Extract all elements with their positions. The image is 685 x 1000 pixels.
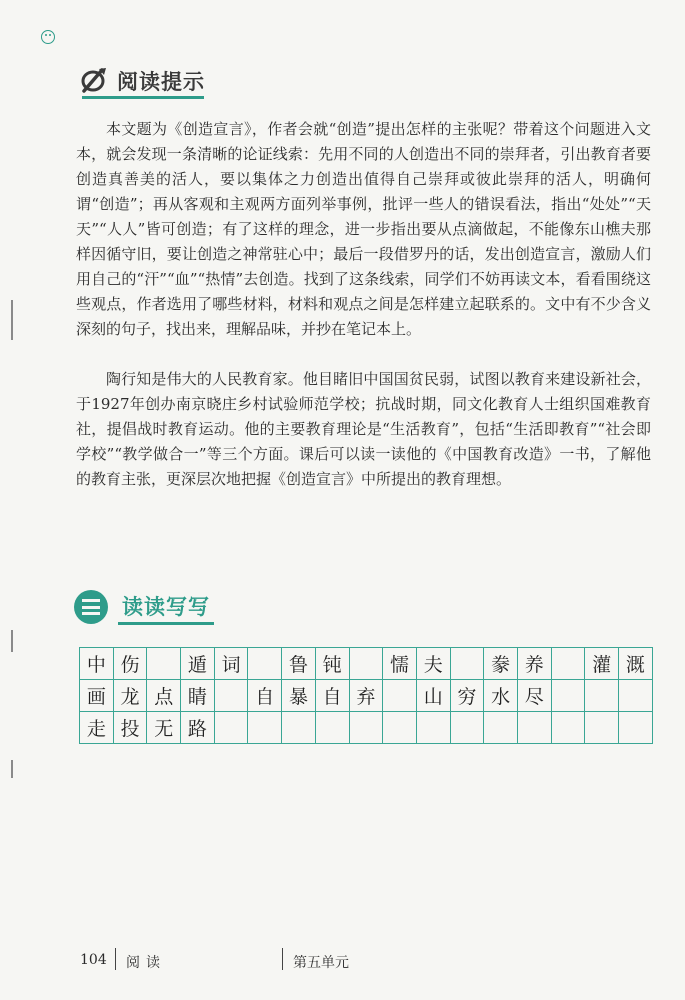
section-title: 读读写写 xyxy=(122,595,210,619)
grid-cell xyxy=(451,712,485,744)
grid-cell xyxy=(619,680,653,712)
grid-cell xyxy=(215,712,249,744)
page-number: 104 xyxy=(80,952,107,968)
grid-cell xyxy=(585,680,619,712)
margin-mark xyxy=(11,630,13,652)
grid-cell: 自 xyxy=(248,680,282,712)
grid-cell: 山 xyxy=(417,680,451,712)
grid-cell: 自 xyxy=(316,680,350,712)
margin-mark xyxy=(11,300,13,340)
margin-mark xyxy=(11,760,13,778)
unit-label: 第五单元 xyxy=(293,955,349,971)
grid-cell xyxy=(552,680,586,712)
grid-cell xyxy=(417,712,451,744)
title-underline xyxy=(118,622,214,625)
grid-cell xyxy=(552,712,586,744)
grid-cell: 夫 xyxy=(417,648,451,680)
grid-cell: 无 xyxy=(147,712,181,744)
grid-cell xyxy=(383,680,417,712)
writing-grid xyxy=(79,647,653,744)
grid-cell: 豢 xyxy=(484,648,518,680)
grid-cell: 词 xyxy=(215,648,249,680)
grid-cell xyxy=(518,712,552,744)
grid-cell xyxy=(451,648,485,680)
footer-divider xyxy=(282,948,283,970)
grid-cell: 中 xyxy=(80,648,114,680)
grid-cell: 懦 xyxy=(383,648,417,680)
grid-cell: 伤 xyxy=(114,648,148,680)
section-title: 阅读提示 xyxy=(117,70,205,94)
grid-cell xyxy=(484,712,518,744)
grid-cell xyxy=(619,712,653,744)
grid-cell xyxy=(248,648,282,680)
grid-cell: 龙 xyxy=(114,680,148,712)
grid-cell xyxy=(147,648,181,680)
grid-cell xyxy=(585,712,619,744)
smiley-icon xyxy=(41,30,55,44)
grid-cell: 画 xyxy=(80,680,114,712)
grid-cell: 钝 xyxy=(316,648,350,680)
grid-cell xyxy=(282,712,316,744)
grid-cell xyxy=(552,648,586,680)
grid-cell: 穷 xyxy=(451,680,485,712)
grid-cell xyxy=(383,712,417,744)
grid-cell xyxy=(248,712,282,744)
grid-cell: 弃 xyxy=(350,680,384,712)
read-write-icon xyxy=(74,590,108,624)
grid-cell: 投 xyxy=(114,712,148,744)
grid-cell: 尽 xyxy=(518,680,552,712)
grid-cell: 遁 xyxy=(181,648,215,680)
grid-cell: 鲁 xyxy=(282,648,316,680)
reading-tips-icon xyxy=(79,66,109,94)
grid-cell: 养 xyxy=(518,648,552,680)
footer-divider xyxy=(115,948,116,970)
paragraph: 本文题为《创造宣言》，作者会就“创造”提出怎样的主张呢？带着这个问题进入文本，就会发现一条清晰的论证线索：先用不同的人创造出不同的崇拜者，引出教育者要创造真善美的活人，要以集体之力创造出值得自己崇拜或彼此崇拜的活人，明确何谓“创造”；再从客观和主观两方面列举事例，批评一些人的错误看法，指出“处处”“天天”“人人”皆可创造；有了这样的理念，进一步指出要从点滴做起，不能像东山樵夫那样因循守旧，要让创造之神常驻心中；最后一段借罗丹的话，发出创造宣言，激励人们用自己的“汗”“血”“热情”去创造。找到了这条线索，同学们不妨再读文本，看看围绕这些观点，作者选用了哪些材料，材料和观点之间是怎样建立起联系的。文中有不少含义深刻的句子，找出来，理解品味，并抄在笔记本上。 xyxy=(76,120,651,338)
grid-cell: 睛 xyxy=(181,680,215,712)
grid-cell: 路 xyxy=(181,712,215,744)
grid-cell: 走 xyxy=(80,712,114,744)
grid-cell: 暴 xyxy=(282,680,316,712)
grid-cell: 点 xyxy=(147,680,181,712)
grid-cell xyxy=(215,680,249,712)
grid-cell: 溉 xyxy=(619,648,653,680)
book-label: 阅读 xyxy=(126,955,166,971)
paragraph: 陶行知是伟大的人民教育家。他目睹旧中国国贫民弱，试图以教育来建设新社会，于1927年创办南京晓庄乡村试验师范学校；抗战时期，同文化教育人士组织国难教育社，提倡战时教育运动。他的主要教育理论是“生活教育”，包括“生活即教育”“社会即学校”“教学做合一”等三个方面。课后可以读一读他的《中国教育改造》一书，了解他的教育主张，更深层次地把握《创造宣言》中所提出的教育理想。 xyxy=(76,370,651,488)
grid-cell xyxy=(350,648,384,680)
grid-cell xyxy=(316,712,350,744)
grid-cell xyxy=(350,712,384,744)
grid-cell: 灌 xyxy=(585,648,619,680)
title-underline xyxy=(82,96,204,99)
grid-cell: 水 xyxy=(484,680,518,712)
